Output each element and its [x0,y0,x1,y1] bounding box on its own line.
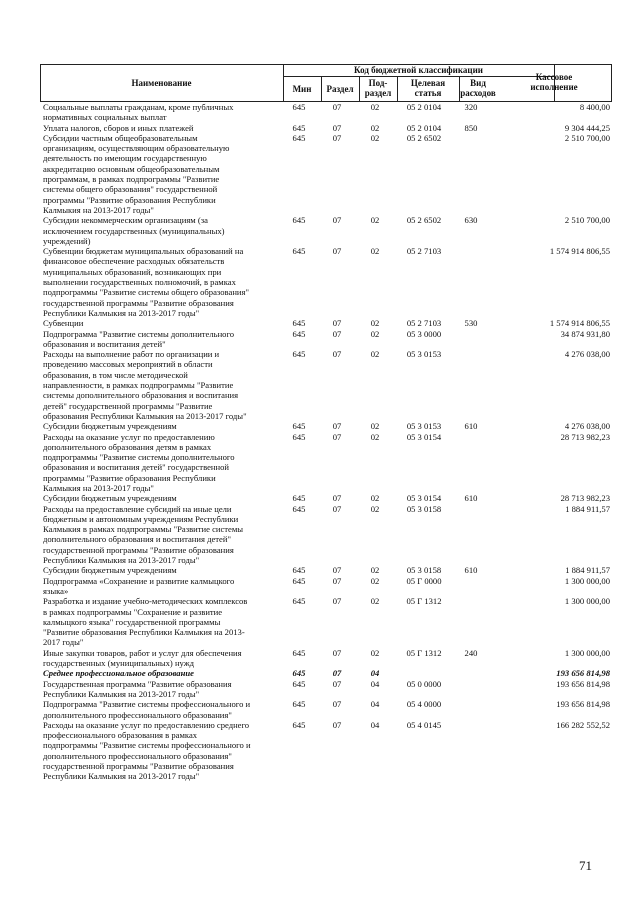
cell-vid: 610 [464,565,478,576]
row-name [40,421,280,431]
cell-amount: 9 304 444,25 [564,122,610,133]
table-row [40,329,612,350]
cell-min: 645 [292,318,306,329]
row-name-line: учреждений) [43,235,91,246]
row-name-line: выполнении государственных полномочий, в рамках [43,277,236,288]
row-name-line: Разработка и издание учебно-методических комплексов [43,596,248,607]
row-name-line: государственной программы "Развитие образования [43,297,234,308]
row-name [40,596,280,647]
row-name [40,102,280,123]
cell-min: 645 [292,122,306,133]
row-name-line: калмыцкого языка" государственной программы [43,616,221,627]
row-name [40,215,280,246]
cell-amount: 193 656 814,98 [556,699,610,710]
row-name-line: языка» [43,585,69,596]
cell-razdel: 07 [332,215,342,226]
cell-pod: 04 [370,678,380,689]
row-name-line: Калмыкия на 2013-2017 годы" [43,482,154,493]
row-name [40,668,280,678]
row-name-line: нормативных социальных выплат [43,112,167,123]
cell-razdel: 07 [332,246,342,257]
cell-min: 645 [292,668,306,679]
table-row [40,493,612,503]
row-name-line: бюджетным и автономным учреждениям Республики [43,513,239,524]
row-name-line: Субсидии бюджетным учреждениям [43,565,177,576]
row-name-line: государственной программы "Развитие образования [43,544,234,555]
table-row [40,679,612,700]
row-name [40,648,280,669]
row-name-line: образования и воспитания детей" [43,338,166,349]
cell-amount: 4 276 038,00 [564,349,610,360]
table-row [40,432,612,494]
cell-amount: 2 510 700,00 [564,215,610,226]
cell-pod: 04 [370,668,380,679]
table-row [40,648,612,669]
cell-cs: 05 3 0154 [406,493,442,504]
table-row [40,421,612,431]
cell-min: 645 [292,215,306,226]
cell-min: 645 [292,575,306,586]
row-name-line: подпрограммы "Развитие системы дополнительного [43,452,235,463]
table-body [40,102,612,782]
row-name [40,133,280,215]
cell-pod: 02 [370,565,380,576]
table-row [40,668,612,678]
cell-amount: 1 300 000,00 [564,647,610,658]
cell-vid: 240 [464,647,478,658]
cell-amount: 1 884 911,57 [565,565,610,576]
cell-amount: 4 276 038,00 [564,421,610,432]
cell-razdel: 07 [332,328,342,339]
row-name-line: детей" государственной программы "Развитие [43,400,213,411]
table-row [40,123,612,133]
cell-razdel: 07 [332,575,342,586]
cell-amount: 193 656 814,98 [556,668,610,679]
cell-cs: 05 2 7103 [406,318,442,329]
cell-cs: 05 2 0104 [406,122,442,133]
table-row [40,102,612,123]
cell-amount: 1 300 000,00 [564,575,610,586]
cell-cs: 05 3 0000 [406,328,442,339]
cell-cs: 05 3 0154 [406,431,442,442]
table-row [40,596,612,647]
cell-amount: 28 713 982,23 [560,493,610,504]
row-name-line: Государственная программа "Развитие образования [43,678,232,689]
row-name-line: подпрограммы "Развитие системы общего образования" [43,287,249,298]
row-name-line: дополнительного образования и воспитания детей" [43,534,231,545]
table-row [40,504,612,566]
header-podrazdel: Под- раздел [364,78,392,98]
cell-cs: 05 3 0153 [406,349,442,360]
row-name-line: Субсидии бюджетным учреждениям [43,493,177,504]
row-name-line: Иные закупки товаров, работ и услуг для обеспечения [43,647,242,658]
row-name-line: Расходы на оказание услуг по предоставлению [43,431,215,442]
row-name [40,493,280,503]
row-name-line: Подпрограмма "Развитие системы профессионального и [43,699,251,710]
cell-min: 645 [292,102,306,112]
cell-cs: 05 Г 1312 [406,596,442,607]
cell-razdel: 07 [332,668,342,679]
row-name-line: Расходы на выполнение работ по организации и [43,349,220,360]
row-name-line: муниципальных образований, возникающих при [43,266,222,277]
row-name-line: деятельность по имеющим государственную [43,153,207,164]
row-name-line: Среднее профессиональное образование [43,668,194,679]
row-name-line: Калмыкия на 2013-2017 годы" [43,204,154,215]
row-name-line: дополнительного профессионального образования" [43,750,232,761]
cell-cs: 05 3 0158 [406,565,442,576]
cell-pod: 02 [370,328,380,339]
cell-razdel: 07 [332,503,342,514]
row-name-line: Республики Калмыкия на 2013-2017 годы" [43,555,200,566]
cell-pod: 04 [370,719,380,730]
cell-razdel: 07 [332,318,342,329]
cell-razdel: 07 [332,719,342,730]
cell-razdel: 07 [332,122,342,133]
cell-vid: 630 [464,215,478,226]
cell-pod: 02 [370,215,380,226]
cell-cs: 05 3 0153 [406,421,442,432]
cell-pod: 02 [370,493,380,504]
row-name [40,679,280,700]
cell-pod: 02 [370,349,380,360]
row-name-line: дополнительного профессионального образования" [43,709,232,720]
cell-cs: 05 4 0000 [406,699,442,710]
cell-min: 645 [292,132,306,143]
header-code-group: Код бюджетной классификации [354,65,483,75]
cell-vid: 610 [464,493,478,504]
table-header [40,64,612,102]
cell-cs: 05 2 7103 [406,246,442,257]
cell-min: 645 [292,328,306,339]
row-name-line: подпрограммы "Развитие системы профессионального и [43,740,251,751]
header-cash-execution: Кассовое исполнение [530,72,578,92]
cell-razdel: 07 [332,596,342,607]
row-name [40,432,280,494]
cell-vid: 850 [464,122,478,133]
cell-amount: 2 510 700,00 [564,132,610,143]
cell-pod: 02 [370,122,380,133]
row-name [40,565,280,575]
row-name-line: исключением государственных (муниципальных) [43,225,225,236]
row-name [40,349,280,421]
page-number: 71 [579,858,592,873]
cell-cs: 05 Г 0000 [406,575,442,586]
cell-razdel: 07 [332,699,342,710]
cell-vid: 320 [464,102,478,112]
row-name-line: государственных (муниципальных) нужд [43,658,195,669]
row-name-line: Республики Калмыкия на 2013-2017 годы" [43,688,200,699]
row-name-line: Субсидии бюджетным учреждениям [43,421,177,432]
cell-min: 645 [292,719,306,730]
budget-table [40,64,612,782]
cell-pod: 02 [370,596,380,607]
row-name [40,576,280,597]
row-name-line: Республики Калмыкия на 2013-2017 годы" [43,771,200,782]
row-name-line: образования Республики Калмыкия на 2013-2017 годы" [43,410,247,421]
cell-vid: 530 [464,318,478,329]
table-row [40,133,612,215]
cell-min: 645 [292,647,306,658]
cell-min: 645 [292,493,306,504]
row-name-line: Социальные выплаты гражданам, кроме публичных [43,102,234,112]
cell-amount: 1 574 914 806,55 [549,246,610,257]
cell-razdel: 07 [332,565,342,576]
row-name-line: проведению массовых мероприятий в области [43,359,213,370]
row-name-line: дополнительного образования детям в рамках [43,441,212,452]
row-name-line: системы дополнительного образования и воспитания [43,390,239,401]
cell-pod: 02 [370,102,380,112]
header-name: Наименование [131,78,192,88]
row-name-line: аккредитацию основным общеобразовательным [43,163,220,174]
row-name-line: 2017 годы" [43,637,84,648]
cell-razdel: 07 [332,102,342,112]
cell-amount: 8 400,00 [579,102,610,112]
table-row [40,215,612,246]
cell-cs: 05 0 0000 [406,678,442,689]
row-name-line: Субсидии некоммерческим организациям (за [43,215,208,226]
cell-amount: 34 874 931,80 [560,328,610,339]
row-name-line: программы "Развитие образования Республики [43,194,216,205]
header-expense-type: Вид расходов [460,78,496,98]
cell-min: 645 [292,678,306,689]
cell-pod: 04 [370,699,380,710]
header-min: Мин [292,84,312,94]
row-name-line: Республики Калмыкия на 2013-2017 годы" [43,307,200,318]
row-name-line: Подпрограмма «Сохранение и развитие калмыцкого [43,575,235,586]
cell-razdel: 07 [332,349,342,360]
row-name-line: в рамках подпрограммы "Сохранение и развитие [43,606,223,617]
cell-cs: 05 2 6502 [406,215,442,226]
cell-pod: 02 [370,246,380,257]
cell-amount: 28 713 982,23 [560,431,610,442]
row-name-line: Расходы на оказание услуг по предоставлению среднего [43,719,250,730]
cell-min: 645 [292,349,306,360]
cell-razdel: 07 [332,493,342,504]
cell-min: 645 [292,421,306,432]
row-name-line: Расходы на предоставление субсидий на иные цели [43,503,232,514]
row-name [40,246,280,318]
cell-min: 645 [292,699,306,710]
cell-pod: 02 [370,421,380,432]
table-row [40,349,612,421]
cell-cs: 05 Г 1312 [406,647,442,658]
row-name-line: образования, в том числе методической [43,369,188,380]
cell-min: 645 [292,596,306,607]
cell-amount: 193 656 814,98 [556,678,610,689]
cell-pod: 02 [370,503,380,514]
row-name-line: профессионального образования в рамках [43,730,198,741]
row-name [40,329,280,350]
table-row [40,246,612,318]
row-name-line: образования и воспитания детей" государственной [43,462,229,473]
row-name-line: программам, в рамках подпрограммы "Развитие [43,174,220,185]
table-row [40,318,612,328]
cell-razdel: 07 [332,421,342,432]
cell-razdel: 07 [332,132,342,143]
cell-razdel: 07 [332,431,342,442]
row-name-line: организациям, осуществляющим образовательную [43,143,230,154]
cell-amount: 1 884 911,57 [565,503,610,514]
row-name-line: программы "Развитие образования Республики [43,472,216,483]
row-name-line: Субвенции [43,318,84,329]
row-name-line: системы общего образования" государственной [43,184,218,195]
cell-cs: 05 3 0158 [406,503,442,514]
row-name [40,318,280,328]
table-row [40,720,612,782]
row-name-line: государственной программы "Развитие образования [43,761,234,771]
cell-amount: 1 574 914 806,55 [549,318,610,329]
cell-razdel: 07 [332,647,342,658]
row-name-line: Уплата налогов, сборов и иных платежей [43,122,194,133]
cell-vid: 610 [464,421,478,432]
row-name-line: финансовое обеспечение расходных обязательств [43,256,225,267]
cell-razdel: 07 [332,678,342,689]
cell-pod: 02 [370,318,380,329]
header-razdel: Раздел [326,84,354,94]
cell-cs: 05 2 0104 [406,102,442,112]
row-name-line: Субсидии частным общеобразовательным [43,132,198,143]
row-name [40,699,280,720]
table-row [40,565,612,575]
cell-amount: 1 300 000,00 [564,596,610,607]
cell-min: 645 [292,503,306,514]
table-row [40,699,612,720]
table-row [40,576,612,597]
cell-cs: 05 2 6502 [406,132,442,143]
row-name-line: Калмыкия в рамках подпрограммы "Развитие системы [43,524,244,535]
row-name-line: направленности, в рамках подпрограммы "Развитие [43,380,234,391]
cell-min: 645 [292,431,306,442]
cell-pod: 02 [370,431,380,442]
row-name-line: Подпрограмма "Развитие системы дополнительного [43,328,235,339]
cell-pod: 02 [370,647,380,658]
cell-pod: 02 [370,575,380,586]
cell-pod: 02 [370,132,380,143]
row-name-line: Субвенции бюджетам муниципальных образований на [43,246,244,257]
cell-cs: 05 4 0145 [406,719,442,730]
row-name-line: "Развитие образования Республики Калмыкия на 2013- [43,627,245,638]
row-name [40,720,280,782]
header-target-article: Целевая статья [410,78,446,98]
cell-amount: 166 282 552,52 [556,719,610,730]
row-name [40,504,280,566]
row-name [40,123,280,133]
cell-min: 645 [292,246,306,257]
cell-min: 645 [292,565,306,576]
